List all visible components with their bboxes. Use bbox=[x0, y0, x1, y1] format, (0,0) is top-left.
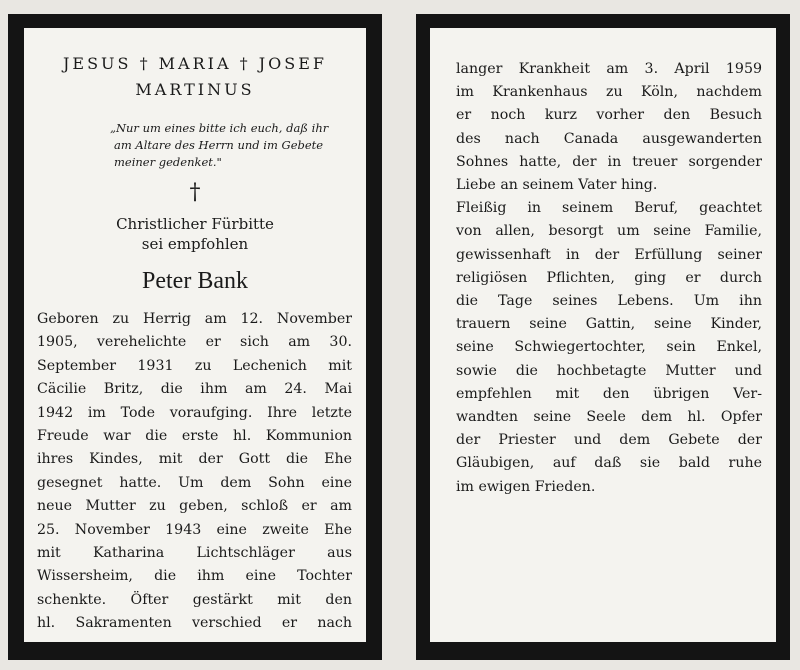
header-holy-names: JESUS † MARIA † JOSEF bbox=[63, 54, 327, 73]
text-line: Sohnes hatte, der in treuer sorgender bbox=[456, 153, 762, 170]
text-line: wandten seine Seele dem hl. Opfer bbox=[456, 409, 762, 426]
right-card-page bbox=[430, 28, 776, 642]
bio-line: schenkte. Öfter gestärkt mit den bbox=[37, 591, 352, 608]
text-line: des nach Canada ausgewanderten bbox=[456, 130, 762, 147]
bio-line: hl. Sakramenten verschied er nach bbox=[37, 615, 352, 632]
biography-text bbox=[37, 308, 352, 636]
bio-line: September 1931 zu Lechenich mit bbox=[37, 357, 352, 374]
left-card-border bbox=[8, 14, 382, 660]
quote-line: meiner gedenket." bbox=[114, 155, 222, 169]
text-line: religiösen Pflichten, ging er durch bbox=[456, 269, 762, 286]
quote-line: am Altare des Herrn und im Gebete bbox=[114, 138, 324, 152]
prayer-request bbox=[24, 214, 366, 254]
text-line: Gläubigen, auf daß sie bald ruhe bbox=[456, 455, 762, 472]
text-line: von allen, besorgt um seine Familie, bbox=[456, 223, 762, 240]
text-line: im Krankenhaus zu Köln, nachdem bbox=[456, 84, 762, 101]
plea-line: sei empfohlen bbox=[141, 235, 249, 253]
text-line: er noch kurz vorher den Besuch bbox=[456, 107, 762, 124]
cross-icon: † bbox=[189, 180, 201, 205]
quote-line: „Nur um eines bitte ich euch, daß ihr bbox=[110, 121, 329, 135]
bio-line: 1942 im Tode voraufging. Ihre letzte bbox=[37, 404, 352, 421]
header-patron-saint: MARTINUS bbox=[135, 80, 255, 99]
text-line: Liebe an seinem Vater hing. bbox=[456, 177, 658, 194]
text-line: gewissenhaft in der Erfüllung seiner bbox=[456, 246, 762, 263]
bio-line: ihres Kindes, mit der Gott die Ehe bbox=[37, 451, 352, 468]
bio-line: mit Katharina Lichtschläger aus bbox=[37, 545, 352, 562]
continuation-text bbox=[456, 58, 762, 499]
bio-line: gesegnet hatte. Um dem Sohn eine bbox=[37, 474, 352, 491]
deceased-name: Peter Bank bbox=[142, 268, 248, 294]
text-line: die Tage seines Lebens. Um ihn bbox=[456, 293, 762, 310]
text-line: trauern seine Gattin, seine Kinder, bbox=[456, 316, 762, 333]
plea-line: Christlicher Fürbitte bbox=[116, 215, 274, 233]
text-line: sowie die hochbetagte Mutter und bbox=[456, 362, 762, 379]
text-line: im ewigen Frieden. bbox=[456, 478, 596, 495]
bio-line: Cäcilie Britz, die ihm am 24. Mai bbox=[37, 381, 352, 398]
bio-line: Geboren zu Herrig am 12. November bbox=[37, 311, 352, 327]
text-line: empfehlen mit den übrigen Ver- bbox=[456, 385, 762, 402]
text-line: Fleißig in seinem Beruf, geachtet bbox=[456, 200, 762, 217]
text-line: der Priester und dem Gebete der bbox=[456, 432, 762, 449]
bio-line: 25. November 1943 eine zweite Ehe bbox=[37, 521, 352, 538]
bio-line: 1905, verehelichte er sich am 30. bbox=[37, 334, 352, 351]
bio-line: neue Mutter zu geben, schloß er am bbox=[37, 498, 352, 515]
scripture-quote bbox=[110, 120, 360, 171]
text-line: langer Krankheit am 3. April 1959 bbox=[456, 61, 762, 77]
right-card-border bbox=[416, 14, 790, 660]
left-card-page bbox=[24, 28, 366, 642]
bio-line: Freude war die erste hl. Kommunion bbox=[37, 428, 352, 445]
bio-line: Wissersheim, die ihm eine Tochter bbox=[37, 568, 352, 585]
text-line: seine Schwiegertochter, sein Enkel, bbox=[456, 339, 762, 356]
